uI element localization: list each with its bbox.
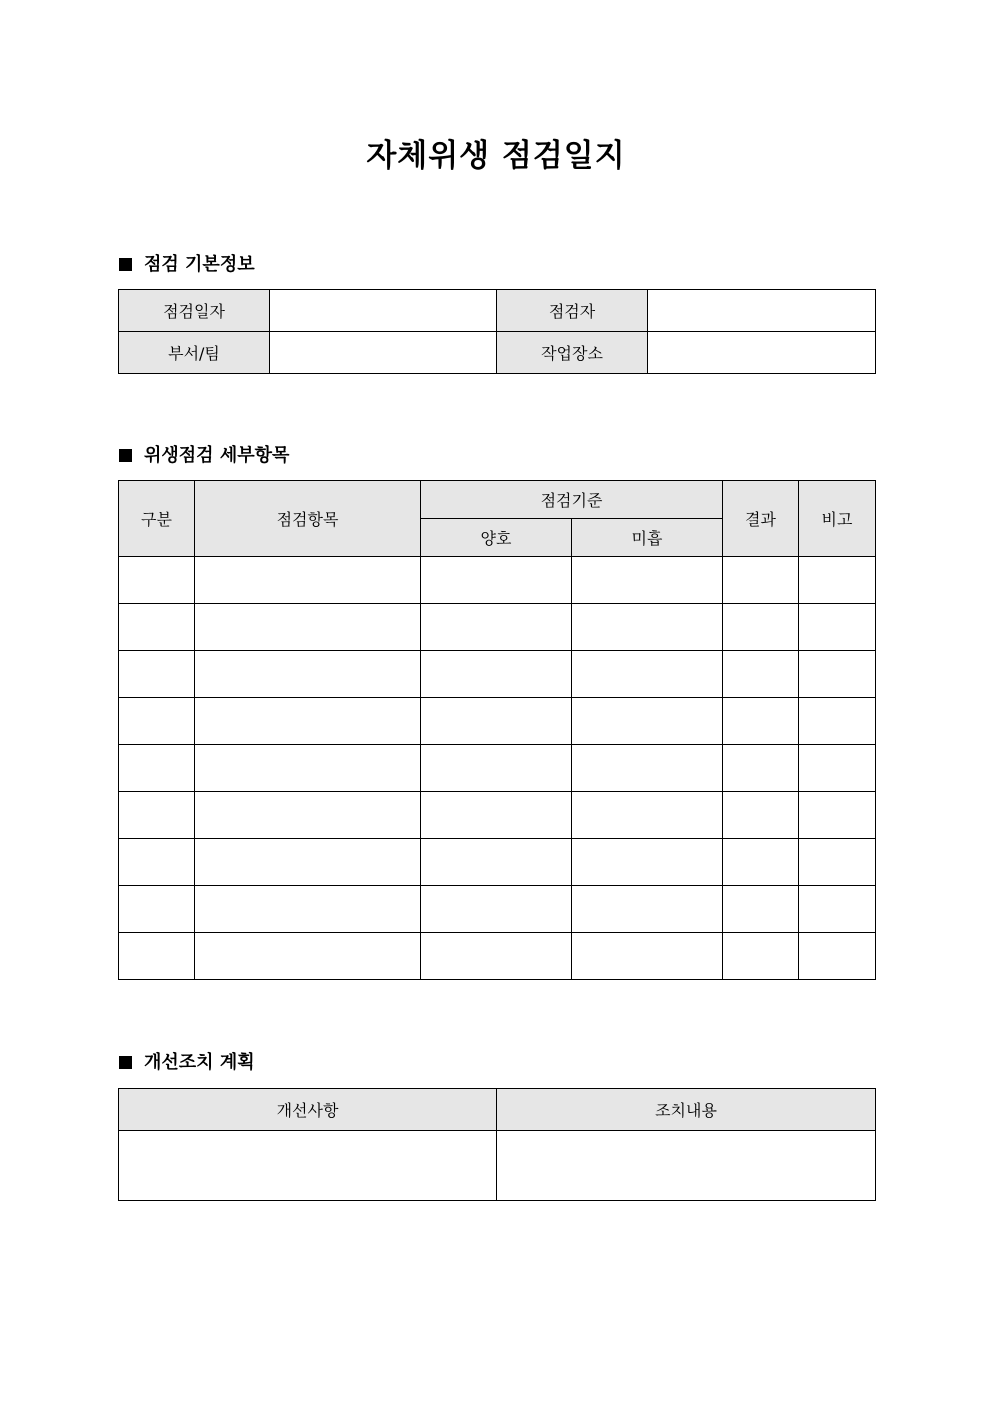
table-header-row bbox=[119, 1089, 876, 1131]
section-heading-basic-info bbox=[119, 253, 255, 277]
section-heading-improvement-plan-text: 개선조치 계획 bbox=[144, 1052, 255, 1073]
good-cell[interactable] bbox=[421, 698, 572, 745]
good-cell[interactable] bbox=[421, 557, 572, 604]
category-cell[interactable] bbox=[119, 933, 195, 980]
good-cell[interactable] bbox=[421, 933, 572, 980]
insufficient-cell[interactable] bbox=[572, 745, 723, 792]
note-cell[interactable] bbox=[799, 604, 876, 651]
square-bullet-icon bbox=[119, 449, 132, 462]
department-label: 부서/팀 bbox=[119, 332, 270, 374]
result-cell[interactable] bbox=[723, 557, 799, 604]
work-location-label: 작업장소 bbox=[497, 332, 648, 374]
table-header-row bbox=[119, 481, 876, 519]
insufficient-cell[interactable] bbox=[572, 557, 723, 604]
result-cell[interactable] bbox=[723, 839, 799, 886]
inspection-item-cell[interactable] bbox=[195, 604, 421, 651]
page-title: 자체위생 점검일지 bbox=[366, 138, 626, 174]
category-cell[interactable] bbox=[119, 745, 195, 792]
category-cell[interactable] bbox=[119, 557, 195, 604]
section-heading-basic-info-text: 점검 기본정보 bbox=[144, 254, 255, 275]
note-cell[interactable] bbox=[799, 839, 876, 886]
insufficient-cell[interactable] bbox=[572, 933, 723, 980]
note-cell[interactable] bbox=[799, 698, 876, 745]
note-cell[interactable] bbox=[799, 745, 876, 792]
category-header: 구분 bbox=[119, 481, 195, 557]
category-cell[interactable] bbox=[119, 698, 195, 745]
good-cell[interactable] bbox=[421, 651, 572, 698]
inspection-item-cell[interactable] bbox=[195, 698, 421, 745]
table-row bbox=[119, 332, 876, 374]
criteria-header: 점검기준 bbox=[421, 481, 723, 519]
table-row bbox=[119, 745, 876, 792]
result-cell[interactable] bbox=[723, 933, 799, 980]
improvement-issue-cell[interactable] bbox=[119, 1131, 497, 1201]
category-cell[interactable] bbox=[119, 651, 195, 698]
result-cell[interactable] bbox=[723, 792, 799, 839]
note-header: 비고 bbox=[799, 481, 876, 557]
department-field[interactable] bbox=[270, 332, 497, 374]
inspection-item-header: 점검항목 bbox=[195, 481, 421, 557]
insufficient-cell[interactable] bbox=[572, 792, 723, 839]
good-cell[interactable] bbox=[421, 886, 572, 933]
section-heading-detail-items-text: 위생점검 세부항목 bbox=[144, 445, 290, 466]
table-row bbox=[119, 1131, 876, 1201]
good-cell[interactable] bbox=[421, 745, 572, 792]
inspection-item-cell[interactable] bbox=[195, 839, 421, 886]
inspection-date-field[interactable] bbox=[270, 290, 497, 332]
good-cell[interactable] bbox=[421, 604, 572, 651]
inspection-item-cell[interactable] bbox=[195, 557, 421, 604]
improvement-plan-table bbox=[118, 1088, 876, 1201]
square-bullet-icon bbox=[119, 1056, 132, 1069]
result-cell[interactable] bbox=[723, 604, 799, 651]
result-header: 결과 bbox=[723, 481, 799, 557]
action-content-header: 조치내용 bbox=[497, 1089, 876, 1131]
good-cell[interactable] bbox=[421, 792, 572, 839]
insufficient-cell[interactable] bbox=[572, 604, 723, 651]
work-location-field[interactable] bbox=[648, 332, 876, 374]
note-cell[interactable] bbox=[799, 792, 876, 839]
inspection-item-cell[interactable] bbox=[195, 792, 421, 839]
basic-info-table bbox=[118, 289, 876, 374]
inspection-item-cell[interactable] bbox=[195, 745, 421, 792]
inspector-label: 점검자 bbox=[497, 290, 648, 332]
table-row bbox=[119, 933, 876, 980]
good-header: 양호 bbox=[421, 519, 572, 557]
table-row bbox=[119, 557, 876, 604]
category-cell[interactable] bbox=[119, 792, 195, 839]
category-cell[interactable] bbox=[119, 604, 195, 651]
insufficient-header: 미흡 bbox=[572, 519, 723, 557]
result-cell[interactable] bbox=[723, 886, 799, 933]
note-cell[interactable] bbox=[799, 886, 876, 933]
table-row bbox=[119, 651, 876, 698]
inspection-item-cell[interactable] bbox=[195, 651, 421, 698]
table-row bbox=[119, 792, 876, 839]
square-bullet-icon bbox=[119, 258, 132, 271]
insufficient-cell[interactable] bbox=[572, 651, 723, 698]
insufficient-cell[interactable] bbox=[572, 839, 723, 886]
inspector-field[interactable] bbox=[648, 290, 876, 332]
table-row bbox=[119, 698, 876, 745]
inspection-item-cell[interactable] bbox=[195, 933, 421, 980]
insufficient-cell[interactable] bbox=[572, 886, 723, 933]
action-content-cell[interactable] bbox=[497, 1131, 876, 1201]
result-cell[interactable] bbox=[723, 745, 799, 792]
table-row bbox=[119, 886, 876, 933]
note-cell[interactable] bbox=[799, 557, 876, 604]
result-cell[interactable] bbox=[723, 651, 799, 698]
table-row bbox=[119, 839, 876, 886]
inspection-item-cell[interactable] bbox=[195, 886, 421, 933]
table-row bbox=[119, 604, 876, 651]
improvement-issue-header: 개선사항 bbox=[119, 1089, 497, 1131]
category-cell[interactable] bbox=[119, 839, 195, 886]
insufficient-cell[interactable] bbox=[572, 698, 723, 745]
good-cell[interactable] bbox=[421, 839, 572, 886]
category-cell[interactable] bbox=[119, 886, 195, 933]
table-row bbox=[119, 290, 876, 332]
inspection-date-label: 점검일자 bbox=[119, 290, 270, 332]
note-cell[interactable] bbox=[799, 651, 876, 698]
detail-items-table bbox=[118, 480, 876, 980]
section-heading-improvement-plan bbox=[119, 1051, 255, 1075]
section-heading-detail-items bbox=[119, 444, 289, 468]
result-cell[interactable] bbox=[723, 698, 799, 745]
note-cell[interactable] bbox=[799, 933, 876, 980]
